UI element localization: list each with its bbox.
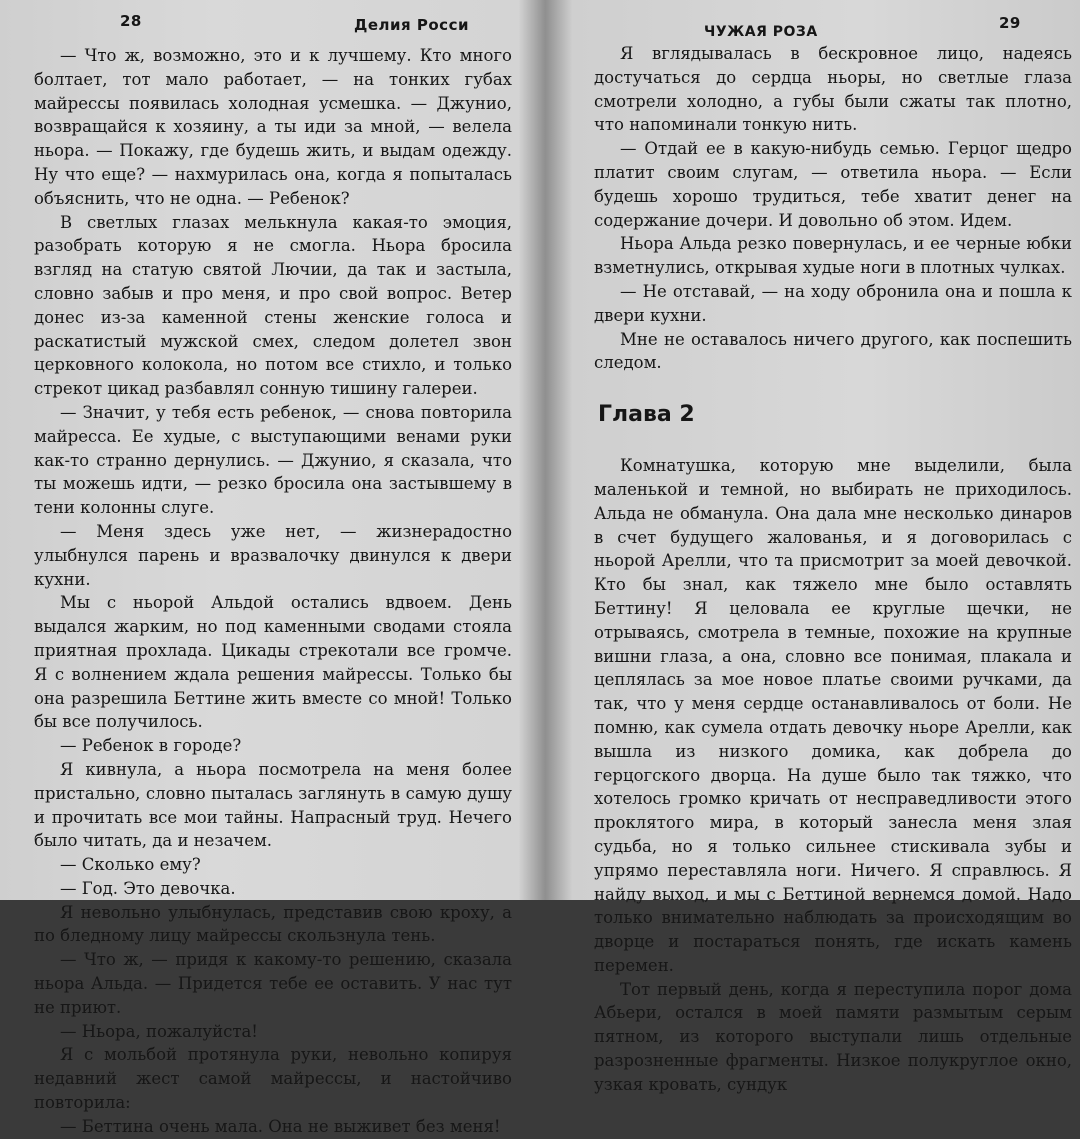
chapter-heading: Глава 2 bbox=[598, 402, 695, 428]
right-book-title: ЧУЖАЯ РОЗА bbox=[704, 24, 818, 40]
left-running-head bbox=[34, 8, 512, 38]
paragraph: Мы с ньорой Альдой остались вдвоем. День выдался жарким, но под каменными сводами стояла приятная прохлада. Цикады стрекотали все громче. Я с волнением ждала решения майрессы. Только бы она разрешила Беттине жить вместе со мной! Только бы все получилось. bbox=[34, 593, 512, 732]
paragraph: — Ребенок в городе? bbox=[60, 736, 242, 756]
paragraph: Мне не оставалось ничего другого, как поспешить следом. bbox=[594, 329, 1072, 373]
paragraph: — Отдай ее в какую-нибудь семью. Герцог щедро платит своим слугам, — ответила ньора. — Если будешь хорошо трудиться, тебе хватит денег на содержание дочери. И довольно об этом. Идем. bbox=[594, 139, 1072, 230]
paragraph: — Год. Это девочка. bbox=[60, 878, 236, 898]
paragraph: Тот первый день, когда я переступила порог дома Абьери, остался в моей памяти размытым серым пятном, из которого выступали лишь отдельные разрозненные фрагменты. Низкое полукруглое окно, узкая кровать, сундук bbox=[594, 979, 1072, 1094]
paragraph: Я с мольбой протянула руки, невольно копируя недавний жест самой майрессы, и настойчиво повторила: bbox=[34, 1045, 512, 1113]
paragraph: Комнатушка, которую мне выделили, была маленькой и темной, но выбирать не приходилось. Альда не обманула. Она дала мне несколько динаров в счет будущего жалованья, и я договорилась с ньорой Арелли, что та присмотрит за моей девочкой. Кто бы знал, как тяжело мне было оставлять Беттину! Я целовала ее круглые щечки, не отрываясь, смотрела в темные, похожие на крупные вишни глаза, а она, словно все понимая, плакала и цеплялась за мое новое платье своими ручками, да так, что у меня сердце останавливалось от боли. Не помню, как сумела отдать девочку ньоре Арелли, как вышла из низкого домика, как добрела до герцогского дворца. На душе было так тяжко, что хотелось громко кричать от несправедливости этого проклятого мира, в который занесла меня злая судьба, но я только сильнее стискивала зубы и упрямо переставляла ноги. Ничего. Я справлюсь. Я найду выход, и мы с Беттиной вернемся домой. Надо только внимательно наблюдать за происходящим во дворце и постараться понять, где искать камень перемен. bbox=[594, 456, 1072, 975]
paragraph: — Беттина очень мала. Она не выживет без меня! bbox=[60, 1116, 501, 1136]
paragraph: Ньора Альда резко повернулась, и ее черные юбки взметнулись, открывая худые ноги в плотных чулках. bbox=[594, 234, 1072, 278]
paragraph: В светлых глазах мелькнула какая-то эмоция, разобрать которую я не смогла. Ньора бросила взгляд на статую святой Лючии, да так и застыла, словно забыв и про меня, и про свой вопрос. Ветер донес из-за каменной стены женские голоса и раскатистый мужской смех, следом долетел звон церковного колокола, но потом все стихло, и только стрекот цикад разбавлял сонную тишину галереи. bbox=[34, 212, 512, 399]
paragraph: Я кивнула, а ньора посмотрела на меня более пристально, словно пыталась заглянуть в самую душу и прочитать все мои тайны. Напрасный труд. Нечего было читать, да и незачем. bbox=[34, 759, 512, 851]
paragraph: — Ньора, пожалуйста! bbox=[60, 1021, 258, 1041]
right-page-text bbox=[594, 42, 1072, 1097]
paragraph: — Что ж, возможно, это и к лучшему. Кто много болтает, тот мало работает, — на тонких губах майрессы появилась холодная усмешка. — Джунио, возвращайся к хозяину, а ты иди за мной, — велела ньора. — Покажу, где будешь жить, и выдам одежду. Ну что еще? — нахмурилась она, когда я попыталась объяснить, что не одна. — Ребенок? bbox=[34, 46, 512, 208]
right-page-number: 29 bbox=[999, 14, 1021, 32]
paragraph: — Меня здесь уже нет, — жизнерадостно улыбнулся парень и вразвалочку двинулся к двери кухни. bbox=[34, 521, 512, 589]
paragraph: Я невольно улыбнулась, представив свою кроху, а по бледному лицу майрессы скользнула тень. bbox=[34, 902, 512, 946]
left-page bbox=[0, 0, 540, 1136]
paragraph: — Сколько ему? bbox=[60, 855, 201, 875]
right-page bbox=[556, 0, 1080, 1094]
paragraph: — Не отставай, — на ходу обронила она и пошла к двери кухни. bbox=[594, 281, 1072, 325]
right-running-head bbox=[594, 8, 1072, 38]
paragraph: — Значит, у тебя есть ребенок, — снова повторила майресса. Ее худые, с выступающими венами руки как-то странно дернулись. — Джунио, я сказала, что ты можешь идти, — резко бросила она застывшему в тени колонны слуге. bbox=[34, 402, 512, 518]
paragraph: Я вглядывалась в бескровное лицо, надеясь достучаться до сердца ньоры, но светлые глаза смотрели холодно, а губы были сжаты так плотно, что напоминали тонкую нить. bbox=[594, 44, 1072, 135]
paragraph: — Что ж, — придя к какому-то решению, сказала ньора Альда. — Придется тебе ее оставить. У нас тут не приют. bbox=[34, 950, 512, 1017]
left-author-name: Делия Росси bbox=[354, 16, 469, 34]
left-page-text bbox=[34, 44, 512, 1139]
left-page-number: 28 bbox=[120, 12, 142, 30]
